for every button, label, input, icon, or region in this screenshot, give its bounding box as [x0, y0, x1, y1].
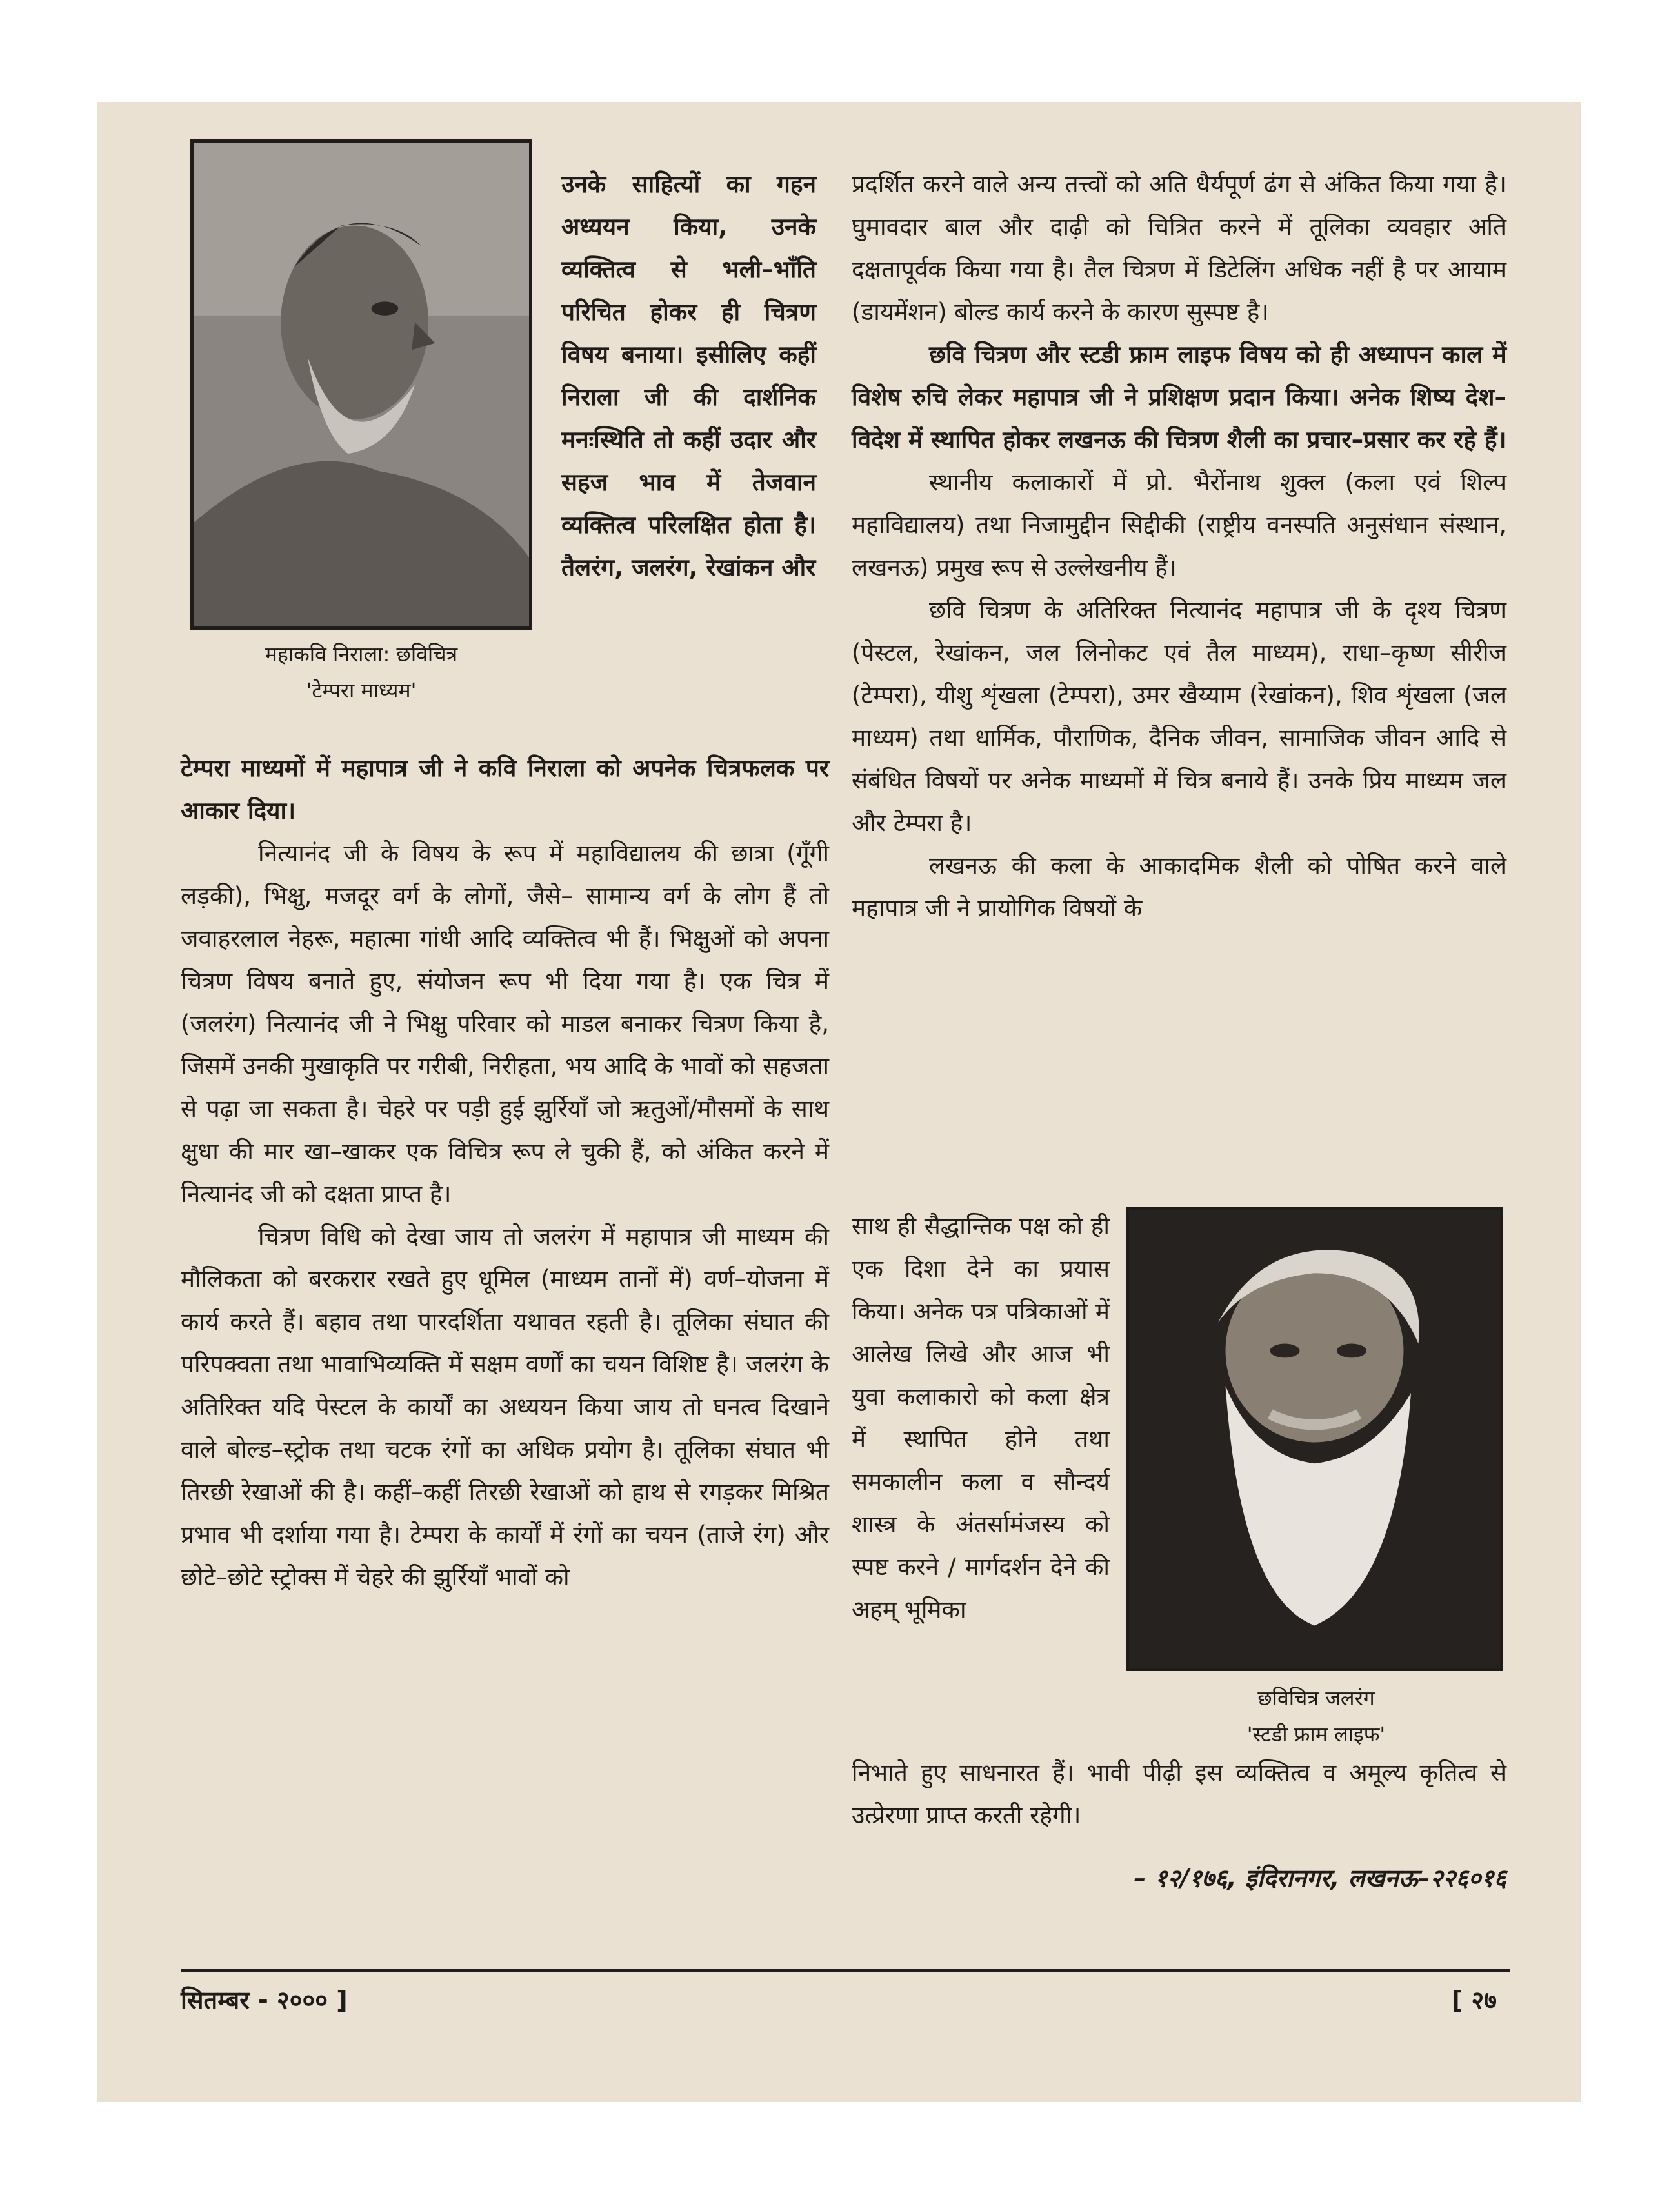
caption-line: महाकवि निराला: छविचित्र — [265, 642, 458, 666]
right-column-text-beside-image — [852, 1205, 1110, 1631]
left-column-text-beside-image — [561, 163, 816, 589]
magazine-page — [97, 102, 1581, 2102]
paragraph: छवि चित्रण के अतिरिक्त नित्यानंद महापात्र जी के दृश्य चित्रण (पेस्टल, रेखांकन, जल लिनोकट एवं तैल माध्यम), राधा–कृष्ण सीरीज (टेम्परा), यीशु शृंखला (टेम्परा), उमर खैय्याम (रेखांकन), शिव शृंखला (जल माध्यम) तथा धार्मिक, पौराणिक, दैनिक जीवन, सामाजिक जीवन आदि से संबंधित विषयों पर अनेक माध्यमों में चित्र बनाये हैं। उनके प्रिय माध्यम जल और टेम्परा है। — [852, 596, 1506, 837]
footer-divider — [181, 1969, 1510, 1972]
issue-date: सितम्बर - २००० ] — [181, 1986, 348, 2014]
caption-line: छविचित्र जलरंग — [1257, 1686, 1375, 1710]
paragraph: नित्यानंद जी के विषय के रूप में महाविद्यालय की छात्रा (गूँगी लड़की), भिक्षु, मजदूर वर्ग के लोगों, जैसे– सामान्य वर्ग के लोग हैं तो जवाहरलाल नेहरू, महात्मा गांधी आदि व्यक्तित्व भी हैं। भिक्षुओं को अपना चित्रण विषय बनाते हुए, संयोजन रूप भी दिया गया है। एक चित्र में (जलरंग) नित्यानंद जी ने भिक्षु परिवार को माडल बनाकर चित्रण किया है, जिसमें उनकी मुखाकृति पर गरीबी, निरीहता, भय आदि के भावों को सहजता से पढ़ा जा सकता है। चेहरे पर पड़ी हुई झुर्रियाँ जो ऋतुओं/मौसमों के साथ क्षुधा की मार खा–खाकर एक विचित्र रूप ले चुकी हैं, को अंकित करने में नित्यानंद जी को दक्षता प्राप्त है। — [181, 839, 829, 1208]
paragraph: स्थानीय कलाकारों में प्रो. भैरोंनाथ शुक्ल (कला एवं शिल्प महाविद्यालय) तथा निजामुद्दीन सिद्दीकी (राष्ट्रीय वनस्पति अनुसंधान संस्थान, लखनऊ) प्रमुख रूप से उल्लेखनीय हैं। — [852, 468, 1506, 581]
left-column-text — [181, 747, 829, 1599]
author-address: – १२/१७६, इंदिरानगर, लखनऊ–२२६०१६ — [1134, 1864, 1506, 1892]
paragraph: छवि चित्रण और स्टडी फ्राम लाइफ विषय को ही अध्यापन काल में विशेष रुचि लेकर महापात्र जी ने प्रशिक्षण प्रदान किया। अनेक शिष्य देश–विदेश में स्थापित होकर लखनऊ की चित्रण शैली का प्रचार–प्रसार कर रहे हैं। — [852, 341, 1506, 454]
portrait-nirala-tempera — [190, 139, 532, 630]
paragraph: उनके साहित्यों का गहन अध्ययन किया, उनके व्यक्तित्व से भली–भाँति परिचित होकर ही चित्रण विषय बनाया। इसीलिए कहीं निराला जी की दार्शनिक मनःस्थिति तो कहीं उदार और सहज भाव में तेजवान व्यक्तित्व परिलक्षित होता है। तैलरंग, जलरंग, रेखांकन और — [561, 170, 816, 581]
portrait-study-caption — [1103, 1680, 1529, 1752]
portrait-nirala-illustration — [194, 143, 529, 626]
right-column-text — [852, 163, 1506, 930]
portrait-old-man-illustration — [1129, 1210, 1500, 1668]
paragraph: निभाते हुए साधनारत हैं। भावी पीढ़ी इस व्यक्तित्व व अमूल्य कृतित्व से उत्प्रेरणा प्राप्त करती रहेगी। — [852, 1759, 1506, 1829]
portrait-study-from-life — [1126, 1207, 1503, 1671]
portrait-nirala-caption — [168, 636, 555, 708]
paragraph: टेम्परा माध्यमों में महापात्र जी ने कवि निराला को अपनेक चित्रफलक पर आकार दिया। — [181, 754, 829, 825]
caption-line: 'स्टडी फ्राम लाइफ' — [1246, 1722, 1386, 1747]
caption-line: 'टेम्परा माध्यम' — [306, 678, 417, 703]
page-number: [ २७ — [1451, 1986, 1497, 2014]
paragraph: प्रदर्शित करने वाले अन्य तत्त्वों को अति धैर्यपूर्ण ढंग से अंकित किया गया है। घुमावदार बाल और दाढ़ी को चित्रित करने में तूलिका व्यवहार अति दक्षतापूर्वक किया गया है। तैल चित्रण में डिटेलिंग अधिक नहीं है पर आयाम (डायमेंशन) बोल्ड कार्य करने के कारण सुस्पष्ट है। — [852, 170, 1506, 326]
paragraph: साथ ही सैद्धान्तिक पक्ष को ही एक दिशा देने का प्रयास किया। अनेक पत्र पत्रिकाओं में आलेख लिखे और आज भी युवा कलाकारो को कला क्षेत्र में स्थापित होने तथा समकालीन कला व सौन्दर्य शास्त्र के अंतर्सामंजस्य को स्पष्ट करने / मार्गदर्शन देने की अहम् भूमिका — [852, 1212, 1110, 1623]
right-column-closing — [852, 1752, 1506, 1837]
paragraph: लखनऊ की कला के आकादमिक शैली को पोषित करने वाले महापात्र जी ने प्रायोगिक विषयों के — [852, 852, 1506, 922]
paragraph: चित्रण विधि को देखा जाय तो जलरंग में महापात्र जी माध्यम की मौलिकता को बरकरार रखते हुए धूमिल (माध्यम तानों में) वर्ण–योजना में कार्य करते हैं। बहाव तथा पारदर्शिता यथावत रहती है। तूलिका संघात की परिपक्वता तथा भावाभिव्यक्ति में सक्षम वर्णों का चयन विशिष्ट है। जलरंग के अतिरिक्त यदि पेस्टल के कार्यों का अध्ययन किया जाय तो घनत्व दिखाने वाले बोल्ड–स्ट्रोक तथा चटक रंगों का अधिक प्रयोग है। तूलिका संघात भी तिरछी रेखाओं की है। कहीं–कहीं तिरछी रेखाओं को हाथ से रगड़कर मिश्रित प्रभाव भी दर्शाया गया है। टेम्परा के कार्यों में रंगों का चयन (ताजे रंग) और छोटे–छोटे स्ट्रोक्स में चेहरे की झुर्रियाँ भावों को — [181, 1223, 829, 1591]
